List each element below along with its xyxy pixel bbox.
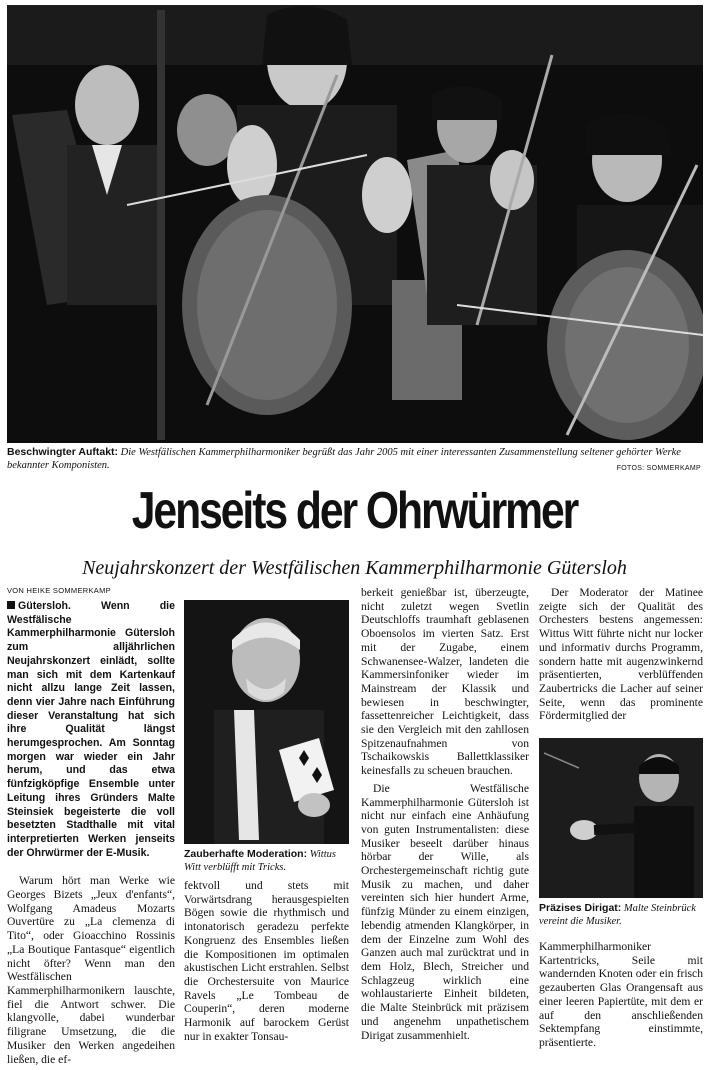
paragraph: Der Moderator der Matinee zeigte sich der Qualität des Orchesters bestens angemessen: Wittus Witt führte nicht nur locker und informativ durchs Programm, sondern hatte mit augenzwinkernd präsentierten, verblüffenden Zaubertricks die Lacher auf seiner Seite, wenn das prominente Fördermitglied der	[539, 586, 703, 723]
caption-bold: Beschwingter Auftakt:	[7, 446, 119, 458]
paragraph: Warum hört man Werke wie Georges Bizets „Jeux d'enfants“, Wolfgang Amadeus Mozarts Ouvertüre zu „La clemenza di Tito“, oder Gioacchino Rossinis „La Boutique Fantasque“ eigentlich nicht öfter? Wenn man den Westfälischen Kammerphilharmonikern lauschte, fiel die Antwort schwer. Die klangvolle, dabei wunderbar filigrane Umsetzung, die die Musiker den Werken angedeihen ließen, die ef-	[7, 874, 175, 1066]
paragraph: fektvoll und stets mit Vorwärtsdrang herausgespielten Bögen sowie die rhythmisch und intonatorisch geradezu perfekte Kongruenz des Ensembles ließen die Kompositionen im optimalen akustischen Licht erstrahlen. Selbst die Orchestersuite von Maurice Ravels „Le Tombeau de Couperin“, deren moderne Harmonik auf barockem Gerüst nur in exakter Tonsau-	[184, 879, 349, 1043]
main-photo-caption	[7, 446, 703, 472]
caption-text: Die Westfälischen Kammerphilharmoniker begrüßt das Jahr 2005 mit einer interessanten Zusammenstellung seltener gehörter Werke bekannter Komponisten.	[7, 447, 681, 471]
column-1	[7, 600, 175, 1066]
lead-text: Gütersloh. Wenn die Westfälische Kammerphilharmonie Gütersloh zum alljährlichen Neujahrskonzert einlädt, sollte man sich mit dem Kartenkauf nicht allzu lange Zeit lassen, denn vier Jahre nach Einführung dieser Veranstaltung hat sich ihre Qualität längst herumgesprochen. Am Sonntag morgen war wieder ein Jahr herum, und das etwa fünfzigköpfige Ensemble unter Leitung ihres Gründers Malte Steinsiek begeisterte die voll besetzten Stadthalle mit vital interpretierten Werken jenseits der Ohrwürmer der E-Musik.	[7, 600, 175, 859]
caption-text: Malte Steinbrück vereint die Musiker.	[539, 903, 696, 927]
moderator-photo	[184, 600, 349, 844]
square-bullet-icon	[7, 601, 15, 609]
caption-bold: Präzises Dirigat:	[539, 902, 622, 914]
lead-paragraph	[7, 600, 175, 860]
article-subheadline: Neujahrskonzert der Westfälischen Kammerphilharmonie Gütersloh	[82, 557, 627, 579]
photo-credit: FOTOS: SOMMERKAMP	[616, 465, 701, 472]
column-4-continued	[539, 940, 703, 1050]
caption-text: Wittus Witt verblüfft mit Tricks.	[184, 849, 336, 873]
conductor-photo	[539, 738, 703, 898]
column-4	[539, 586, 703, 723]
article-headline: Jenseits der Ohrwürmer	[131, 482, 578, 540]
moderator-photo-caption	[184, 848, 349, 874]
conductor-photo-caption	[539, 902, 703, 928]
paragraph: berkeit genießbar ist, überzeugte, nicht zuletzt wegen Svetlin Deutschloffs traumhaft geblasenen Oboensolos im vierten Satz. Erst mit der Zugabe, einem Schwanensee-Walzer, landeten die Kammersinfoniker wieder im Mainstream der Klassik und bewiesen in beschwingter, fassettenreicher Leichtigkeit, dass sie den Vergleich mit den zahllosen Spitzenaufnahmen von Tschaikowskis Ballettklassiker keinesfalls zu scheuen brauchen.	[361, 586, 529, 778]
paragraph: Kammerphilharmoniker Kartentricks, Seile mit wandernden Knoten oder ein frisch gezauberten Glas Orangensaft aus einer leeren Papiertüte, mit dem er auf den anschließenden Sektempfang einstimmte, präsentierte.	[539, 940, 703, 1049]
caption-bold: Zauberhafte Moderation:	[184, 848, 308, 860]
column-3	[361, 586, 529, 1042]
orchestra-photo	[7, 5, 703, 443]
byline: VON HEIKE SOMMERKAMP	[7, 586, 111, 595]
paragraph: Die Westfälische Kammerphilharmonie Gütersloh ist nicht nur einfach eine Anhäufung von guten Instrumentalisten: diese Musiker beseelt darüber hinaus hörbar der Wille, als Orchestergemeinschaft richtig gute Musik zu machen, und daher vereinten sich hier hundert Arme, fünfzig Münder zu einem einzigen, lebendig atmenden Klangkörper, in dem der Einzelne zum Wohl des Ganzen auch mal zurücktrat und in dem Holz, Blech, Streicher und Schlagzeug wirklich eine wohlaustarierte Einheit bildeten, die Malte Steinbrück mit präzisem und angenehm unpathetischem Dirigat zusammenhielt.	[361, 781, 529, 1042]
column-2	[184, 879, 349, 1043]
